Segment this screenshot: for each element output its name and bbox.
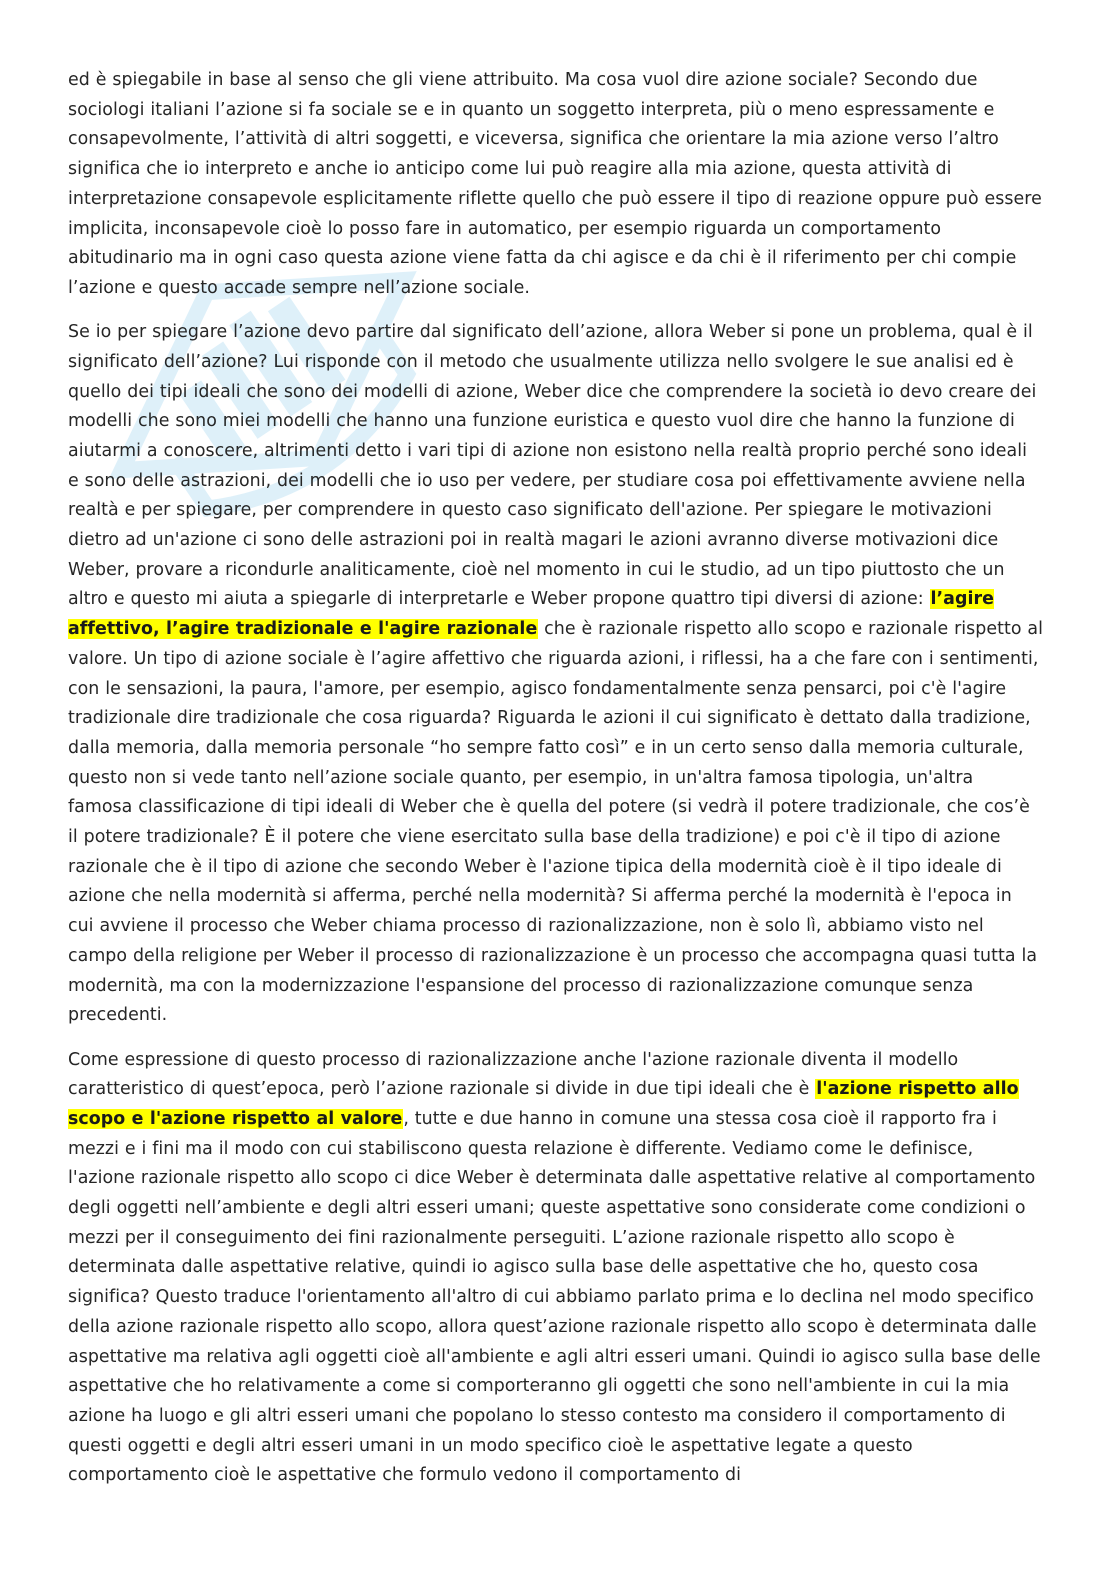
paragraph-3 bbox=[68, 1046, 1043, 1492]
paragraph-text: che è razionale rispetto allo scopo e razionale rispetto al valore. Un tipo di azione sociale è l’agire affettivo che riguarda azioni, i riflessi, ha a che fare con i sentimenti, con le sensazioni, la paura, l'amore, per esempio, agisco fondamentalmente senza pensarci, poi c'è l'agire tradizionale dire tradizionale che cosa riguarda? Riguarda le azioni il cui significato è dettato dalla tradizione, dalla memoria, dalla memoria personale “ho sempre fatto così” e in un certo senso dalla memoria culturale, questo non si vede tanto nell’azione sociale quanto, per esempio, in un'altra famosa tipologia, un'altra famosa classificazione di tipi ideali di Weber che è quella del potere (si vedrà il potere tradizionale, che cos’è il potere tradizionale? È il potere che viene esercitato sulla base della tradizione) e poi c'è il tipo di azione razionale che è il tipo di azione che secondo Weber è l'azione tipica della modernità cioè è il tipo ideale di azione che nella modernità si afferma, perché nella modernità? Si afferma perché la modernità è l'epoca in cui avviene il processo che Weber chiama processo di razionalizzazione, non è solo lì, abbiamo visto nel campo della religione per Weber il processo di razionalizzazione è un processo che accompagna quasi tutta la modernità, ma con la modernizzazione l'espansione del processo di razionalizzazione comunque senza precedenti. bbox=[68, 619, 1043, 1026]
paragraph-text: Come espressione di questo processo di razionalizzazione anche l'azione razionale diventa il modello caratteristico di quest’epoca, però l’azione razionale si divide in due tipi ideali che è bbox=[68, 1049, 959, 1100]
paragraph-2 bbox=[68, 318, 1043, 1031]
highlighted-text: l'azione rispetto allo scopo e l'azione rispetto al valore bbox=[68, 1079, 1019, 1129]
paragraph-text: , tutte e due hanno in comune una stessa cosa cioè il rapporto fra i mezzi e i fini ma il modo con cui stabiliscono questa relazione è differente. Vediamo come le definisce, l'azione razionale rispetto allo scopo ci dice Weber è determinata dalle aspettative relative al comportamento degli oggetti nell’ambiente e degli altri esseri umani; queste aspettative sono considerate come condizioni o mezzi per il conseguimento dei fini razionalmente perseguiti. L’azione razionale rispetto allo scopo è determinata dalle aspettative relative, quindi io agisco sulla base delle aspettative che ho, questo cosa significa? Questo traduce l'orientamento all'altro di cui abbiamo parlato prima e lo declina nel modo specifico della azione razionale rispetto allo scopo, allora quest’azione razionale rispetto allo scopo è determinata dalle aspettative ma relativa agli oggetti cioè all'ambiente e agli altri esseri umani. Quindi io agisco sulla base delle aspettative che ho relativamente a come si comporteranno gli oggetti che sono nell'ambiente in cui la mia azione ha luogo e gli altri esseri umani che popolano lo stesso contesto ma considero il comportamento di questi oggetti e degli altri esseri umani in un modo specifico cioè le aspettative legate a questo comportamento cioè le aspettative che formulo vedono il comportamento di bbox=[68, 1108, 1041, 1486]
highlighted-text: l’agire affettivo, l’agire tradizionale e l'agire razionale bbox=[68, 589, 994, 640]
document-page bbox=[68, 66, 1043, 1506]
paragraph-text: ed è spiegabile in base al senso che gli viene attribuito. Ma cosa vuol dire azione sociale? Secondo due sociologi italiani l’azione si fa sociale se e in quanto un soggetto interpreta, più o meno espressamente e consapevolmente, l’attività di altri soggetti, e viceversa, significa che orientare la mia azione verso l’altro significa che io interpreto e anche io anticipo come lui può reagire alla mia azione, questa attività di interpretazione consapevole esplicitamente riflette quello che può essere il tipo di reazione oppure può essere implicita, inconsapevole cioè lo posso fare in automatico, per esempio riguarda un comportamento abitudinario ma in ogni caso questa azione viene fatta da chi agisce e da chi è il riferimento per chi compie l’azione e questo accade sempre nell’azione sociale. bbox=[68, 70, 1042, 298]
paragraph-text: Se io per spiegare l’azione devo partire dal significato dell’azione, allora Weber si pone un problema, qual è il significato dell’azione? Lui risponde con il metodo che usualmente utilizza nello svolgere le sue analisi ed è quello dei tipi ideali che sono dei modelli di azione, Weber dice che comprendere la società io devo creare dei modelli che sono miei modelli che hanno una funzione euristica e questo vuol dire che hanno la funzione di aiutarmi a conoscere, altrimenti detto i vari tipi di azione non esistono nella realtà proprio perché sono ideali e sono delle astrazioni, dei modelli che io uso per vedere, per studiare cosa poi effettivamente avviene nella realtà e per spiegare, per comprendere in questo caso significato dell'azione. Per spiegare le motivazioni dietro ad un'azione ci sono delle astrazioni poi in realtà magari le azioni avranno diverse motivazioni dice Weber, provare a ricondurle analiticamente, cioè nel momento in cui le studio, ad un tipo piuttosto che un altro e questo mi aiuta a spiegarle di interpretarle e Weber propone quattro tipi diversi di azione: bbox=[68, 322, 1037, 610]
paragraph-1 bbox=[68, 66, 1043, 304]
